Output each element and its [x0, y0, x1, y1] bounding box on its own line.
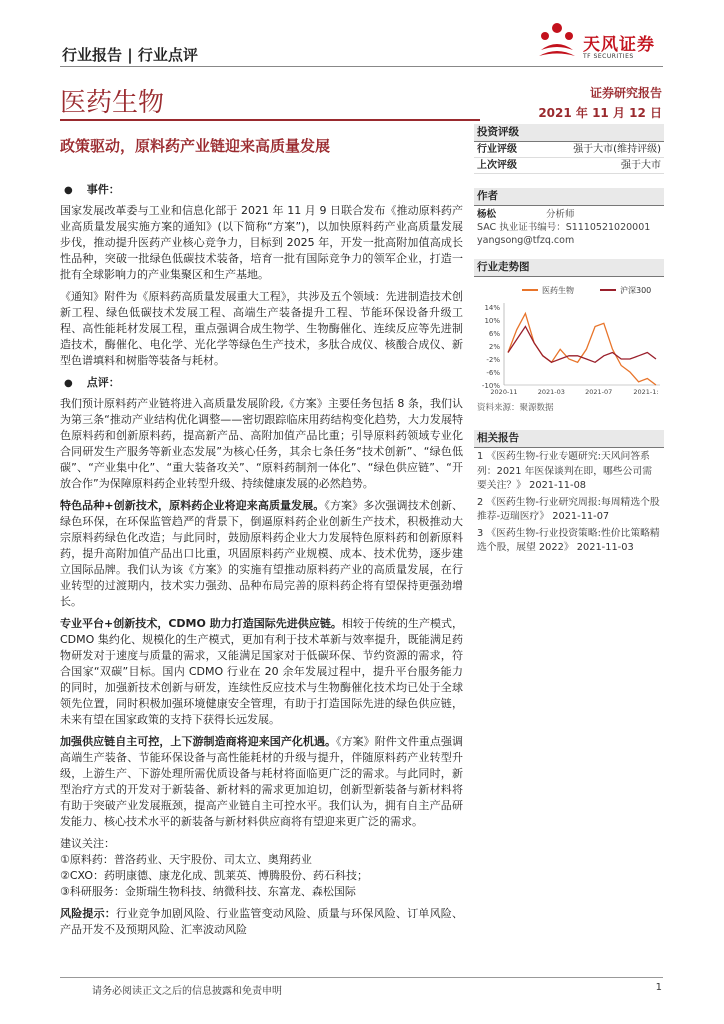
paragraph-supply-chain-body: 《方案》附件文件重点强调高端生产装备、节能环保设备与高性能耗材的升级与提升，伴随原料药产业转型升级，上游生产、下游处理所需优质设备与耗材将面临更广泛的需求。与此同时，新型治疗方式的开发对于新装备、新材料的需求更加迫切，创新型新装备与新材料将有助于突破产业发展瓶颈，提高产业链自主可控水平。我们认为，拥有自主产品研发能力、核心技术水平的新装备与新材料供应商将有望迎来更广泛的需求。: [60, 735, 464, 828]
legend-label: 沪深300: [620, 286, 652, 295]
paragraph-cdmo-body: 相较于传统的生产模式，CDMO 集约化、规模化的生产模式，更加有利于技术革新与效率提升，既能满足药物研发对于速度与质量的需求，又能满足国家对于低碳环保、节约资源的需求，符合国家“双碳”目标。国内 CDMO 行业在 20 余年发展过程中，提升平台服务能力的同时，加强新技术创新与研发，连续性反应技术与生物酶催化技术均已处于全球领先位置，同时积极加强环境健康安全管理，有助于打造国际先进的绿色供应链，未来有望在国家政策的支持下获得长远发展。: [60, 617, 464, 726]
paragraph-cdmo-lead: 专业平台+创新技术，CDMO 助力打造国际先进供应链。: [60, 617, 342, 630]
author-email[interactable]: yangsong@tfzq.com: [477, 235, 575, 246]
related-report-item[interactable]: 1 《医药生物-行业专题研究:天风问答系列：2021 年医保谈判在即，哪些公司需要关注？》 2021-11-08: [477, 451, 652, 491]
related-report-item[interactable]: 3 《医药生物-行业投资策略:性价比策略精选个股，展望 2022》 2021-11-03: [477, 527, 660, 553]
paragraph-cdmo: [60, 616, 463, 728]
event-heading: ● 事件：: [60, 182, 463, 199]
logo-mark-icon: [535, 20, 579, 64]
x-tick-label: 2021-07: [585, 388, 613, 396]
legend-label: 医药生物: [542, 286, 574, 295]
comment-paragraph-1: 我们预计原料药产业链将进入高质量发展阶段,《方案》主要任务包括 8 条，我们认为第三条“推动产业结构优化调整——密切跟踪临床用药结构变化趋势，大力发展特色原料药和创新原料药，提高新产品、高附加值产品比重；引导原料药领域专业化合同研发生产服务等新业态发展”为核心任务，其余七条任务“技术创新”、“绿色低碳”、“产业集中化”、“重大装备攻关”、“原料药制剂一体化”、“绿色供应链”、“开放合作”为保障原料药企业转型升级、持续健康发展的必然趋势。: [60, 397, 463, 490]
rating-heading: 投资评级: [474, 124, 664, 142]
paragraph-supply-chain-lead: 加强供应链自主可控，上下游制造商将迎来国产化机遇。: [60, 735, 337, 748]
author-block: [474, 206, 664, 249]
y-tick-label: -6%: [486, 369, 500, 377]
paragraph-supply-chain: [60, 734, 463, 830]
page-number: 1: [655, 982, 662, 993]
comment-heading: ● 点评：: [60, 375, 463, 392]
trend-chart: [474, 277, 664, 399]
report-label: 证券研究报告: [589, 86, 662, 100]
paragraph-specialty-lead: 特色品种+创新技术，原料药企业将迎来高质量发展。: [60, 499, 325, 512]
author-heading: 作者: [474, 188, 664, 206]
rating-previous-label: 上次评级: [477, 160, 517, 171]
author-role: 分析师: [546, 209, 575, 220]
trend-chart-svg: [474, 277, 664, 399]
x-tick-label: 2021-03: [537, 388, 565, 396]
y-tick-label: 14%: [484, 304, 500, 312]
logo: [535, 18, 665, 66]
related-report-item[interactable]: 2 《医药生物-行业研究周报:每周精选个股推荐-迈瑞医疗》 2021-11-07: [477, 496, 660, 522]
y-tick-label: -10%: [481, 382, 500, 390]
footer-note: 请务必阅读正文之后的信息披露和免责申明: [92, 986, 282, 997]
rating-row-previous: [474, 158, 664, 174]
report-date: 2021 年 11 月 12 日: [538, 106, 662, 120]
suggest-heading: 建议关注：: [60, 837, 115, 850]
series-line-pharma: [508, 314, 656, 386]
industry-divider: [60, 119, 480, 121]
risk-paragraph: [60, 906, 463, 938]
logo-english: TF SECURITIES: [583, 53, 634, 60]
x-tick-label: 2021-1:: [633, 388, 659, 396]
author-name: 杨松: [477, 209, 497, 220]
industry-name: 医药生物: [60, 88, 165, 118]
rating-current-value: 强于大市(维持评级): [573, 144, 661, 155]
author-sac: SAC 执业证书编号：S1110521020001: [477, 222, 651, 233]
main-body: [60, 182, 463, 944]
trend-heading: 行业走势图: [474, 259, 664, 277]
rating-current-label: 行业评级: [477, 144, 517, 155]
paragraph-specialty: [60, 498, 463, 610]
event-paragraph-1: 国家发展改革委与工业和信息化部于 2021 年 11 月 9 日联合发布《推动原料药产业高质量发展实施方案的通知》(以下简称“方案”)，以加快原料药产业高质量发展步伐，推动提升医药产业核心竞争力，目标到 2025 年，开发一批高附加值高成长性品种，突破一批绿色低碳技术装备，培育一批有国际竞争力的领军企业，打造一批有全球影响力的产业集聚区和生产基地。: [60, 204, 463, 281]
y-tick-label: 2%: [488, 343, 500, 351]
header-divider: [60, 66, 663, 67]
report-type: 行业报告 | 行业点评: [62, 46, 198, 64]
y-tick-label: -2%: [486, 356, 500, 364]
risk-lead: 风险提示：: [60, 907, 116, 920]
rating-row-current: [474, 142, 664, 158]
logo-name: 天风证券: [583, 35, 655, 55]
suggest-item-1: ①原料药：普洛药业、天宇股份、司太立、奥翔药业: [60, 853, 312, 866]
event-paragraph-2: 《通知》附件为《原料药高质量发展重大工程》，共涉及五个领域：先进制造技术创新工程、绿色低碳技术发展工程、高端生产装备提升工程、节能环保设备升级工程、高性能耗材发展工程，重点强调合成生物学、生物酶催化、连续反应等先进制造技术，酶催化、电化学、光化学等绿色生产技术，多肽合成仪、核酸合成仪、新型色谱填料和树脂等装备与耗材。: [60, 290, 463, 367]
paragraph-specialty-body: 《方案》多次强调技术创新、绿色环保，在环保监管趋严的背景下，倒逼原料药企业创新生产技术，积极推动大宗原料药绿色化改造；与此同时，鼓励原料药企业大力发展特色原料药和创新原料药，提升高附加值产品出口比重，巩固原料药产业规模、成本、技术优势，逐步建立国际品牌。我们认为该《方案》的实施有望推动原料药产业的高质量发展，在行业转型的过渡期内，技术实力强劲、品种布局完善的原料药企将有望保持更强劲增长。: [60, 499, 463, 608]
y-tick-label: 6%: [488, 330, 500, 338]
footer-divider: [60, 977, 663, 978]
chart-source: 资料来源：聚源数据: [477, 403, 554, 413]
report-title: 政策驱动，原料药产业链迎来高质量发展: [60, 137, 331, 155]
x-tick-label: 2020-11: [490, 388, 518, 396]
sidebar: [474, 124, 664, 560]
suggest-item-3: ③科研服务：金斯瑞生物科技、纳微科技、东富龙、森松国际: [60, 885, 356, 898]
y-tick-label: 10%: [484, 317, 500, 325]
reports-heading: 相关报告: [474, 430, 664, 448]
related-reports: [474, 448, 664, 560]
rating-previous-value: 强于大市: [621, 160, 661, 171]
suggest-item-2: ②CXO：药明康德、康龙化成、凯莱英、博腾股份、药石科技；: [60, 869, 369, 882]
risk-body: 行业竞争加剧风险、行业监管变动风险、质量与环保风险、订单风险、产品开发不及预期风险、汇率波动风险: [60, 907, 463, 936]
